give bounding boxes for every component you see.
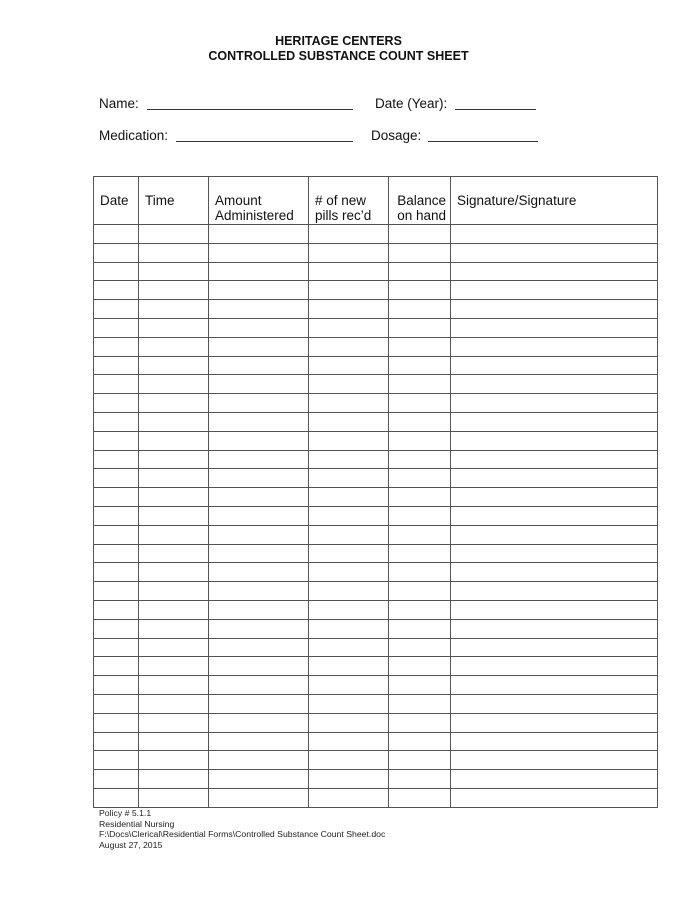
- cell-amount-administered[interactable]: [209, 713, 309, 732]
- cell-time[interactable]: [139, 619, 209, 638]
- cell-new-pills-received[interactable]: [309, 262, 389, 281]
- cell-amount-administered[interactable]: [209, 506, 309, 525]
- cell-time[interactable]: [139, 412, 209, 431]
- revision-date: August 27, 2015: [99, 839, 163, 850]
- cell-new-pills-received[interactable]: [309, 732, 389, 751]
- cell-time[interactable]: [139, 375, 209, 394]
- column-header-text: Administered: [215, 208, 294, 223]
- table-row: [94, 243, 658, 262]
- cell-date[interactable]: [94, 281, 139, 300]
- cell-signature[interactable]: [451, 337, 658, 356]
- table-row: [94, 676, 658, 695]
- cell-time[interactable]: [139, 225, 209, 244]
- cell-new-pills-received[interactable]: [309, 770, 389, 789]
- cell-new-pills-received[interactable]: [309, 638, 389, 657]
- cell-time[interactable]: [139, 525, 209, 544]
- cell-new-pills-received[interactable]: [309, 225, 389, 244]
- cell-time[interactable]: [139, 544, 209, 563]
- cell-date[interactable]: [94, 375, 139, 394]
- table-row: [94, 619, 658, 638]
- cell-time[interactable]: [139, 318, 209, 337]
- table-row: [94, 544, 658, 563]
- table-row: [94, 337, 658, 356]
- cell-balance-on-hand[interactable]: [389, 770, 451, 789]
- cell-date[interactable]: [94, 676, 139, 695]
- cell-date[interactable]: [94, 318, 139, 337]
- cell-signature[interactable]: [451, 563, 658, 582]
- table-row: [94, 713, 658, 732]
- cell-date[interactable]: [94, 262, 139, 281]
- column-header-text: Amount: [215, 193, 262, 208]
- table-row: [94, 375, 658, 394]
- cell-balance-on-hand[interactable]: [389, 657, 451, 676]
- cell-new-pills-received[interactable]: [309, 582, 389, 601]
- cell-balance-on-hand[interactable]: [389, 412, 451, 431]
- cell-signature[interactable]: [451, 450, 658, 469]
- cell-balance-on-hand[interactable]: [389, 506, 451, 525]
- file-path: F:\Docs\Clerical\Residential Forms\Controlled Substance Count Sheet.doc: [99, 829, 386, 839]
- cell-time[interactable]: [139, 488, 209, 507]
- cell-signature[interactable]: [451, 281, 658, 300]
- cell-balance-on-hand[interactable]: [389, 676, 451, 695]
- table-row: [94, 225, 658, 244]
- cell-date[interactable]: [94, 713, 139, 732]
- cell-signature[interactable]: [451, 713, 658, 732]
- cell-amount-administered[interactable]: [209, 469, 309, 488]
- cell-new-pills-received[interactable]: [309, 450, 389, 469]
- policy-number: Policy # 5.1.1: [99, 808, 152, 818]
- column-header-text: # of new: [315, 193, 367, 208]
- cell-time[interactable]: [139, 281, 209, 300]
- cell-date[interactable]: [94, 544, 139, 563]
- cell-time[interactable]: [139, 732, 209, 751]
- cell-date[interactable]: [94, 394, 139, 413]
- name-label: Name:: [99, 96, 139, 111]
- cell-date[interactable]: [94, 488, 139, 507]
- table-row: [94, 506, 658, 525]
- form-title: CONTROLLED SUBSTANCE COUNT SHEET: [208, 49, 469, 63]
- cell-new-pills-received[interactable]: [309, 600, 389, 619]
- cell-balance-on-hand[interactable]: [389, 488, 451, 507]
- cell-date[interactable]: [94, 243, 139, 262]
- table-row: [94, 300, 658, 319]
- cell-amount-administered[interactable]: [209, 262, 309, 281]
- cell-time[interactable]: [139, 431, 209, 450]
- cell-signature[interactable]: [451, 375, 658, 394]
- cell-time[interactable]: [139, 337, 209, 356]
- cell-time[interactable]: [139, 300, 209, 319]
- table-row: [94, 356, 658, 375]
- cell-balance-on-hand[interactable]: [389, 356, 451, 375]
- cell-time[interactable]: [139, 394, 209, 413]
- table-row: [94, 469, 658, 488]
- cell-balance-on-hand[interactable]: [389, 469, 451, 488]
- column-header-text: Balance: [397, 193, 446, 208]
- column-header-signature: [451, 177, 658, 225]
- cell-date[interactable]: [94, 582, 139, 601]
- cell-balance-on-hand[interactable]: [389, 318, 451, 337]
- cell-new-pills-received[interactable]: [309, 544, 389, 563]
- cell-balance-on-hand[interactable]: [389, 732, 451, 751]
- cell-time[interactable]: [139, 676, 209, 695]
- cell-amount-administered[interactable]: [209, 356, 309, 375]
- cell-new-pills-received[interactable]: [309, 713, 389, 732]
- cell-amount-administered[interactable]: [209, 225, 309, 244]
- cell-signature[interactable]: [451, 788, 658, 807]
- cell-amount-administered[interactable]: [209, 544, 309, 563]
- cell-amount-administered[interactable]: [209, 300, 309, 319]
- table-row: [94, 281, 658, 300]
- table-row: [94, 694, 658, 713]
- cell-new-pills-received[interactable]: [309, 300, 389, 319]
- cell-new-pills-received[interactable]: [309, 751, 389, 770]
- cell-date[interactable]: [94, 356, 139, 375]
- name-field[interactable]: [147, 109, 353, 110]
- cell-time[interactable]: [139, 751, 209, 770]
- cell-balance-on-hand[interactable]: [389, 788, 451, 807]
- cell-signature[interactable]: [451, 600, 658, 619]
- cell-date[interactable]: [94, 450, 139, 469]
- cell-signature[interactable]: [451, 469, 658, 488]
- column-header-date: [94, 177, 139, 225]
- cell-date[interactable]: [94, 412, 139, 431]
- table-row: [94, 488, 658, 507]
- cell-amount-administered[interactable]: [209, 694, 309, 713]
- cell-balance-on-hand[interactable]: [389, 638, 451, 657]
- cell-date[interactable]: [94, 225, 139, 244]
- cell-balance-on-hand[interactable]: [389, 544, 451, 563]
- cell-amount-administered[interactable]: [209, 525, 309, 544]
- column-header-text: on hand: [397, 208, 446, 223]
- cell-signature[interactable]: [451, 619, 658, 638]
- cell-date[interactable]: [94, 563, 139, 582]
- cell-date[interactable]: [94, 788, 139, 807]
- cell-signature[interactable]: [451, 488, 658, 507]
- cell-balance-on-hand[interactable]: [389, 225, 451, 244]
- table-row: [94, 525, 658, 544]
- cell-balance-on-hand[interactable]: [389, 394, 451, 413]
- column-header-text: Time: [145, 193, 175, 208]
- cell-signature[interactable]: [451, 676, 658, 695]
- cell-signature[interactable]: [451, 262, 658, 281]
- cell-signature[interactable]: [451, 431, 658, 450]
- cell-balance-on-hand[interactable]: [389, 713, 451, 732]
- cell-signature[interactable]: [451, 356, 658, 375]
- table-row: [94, 431, 658, 450]
- cell-amount-administered[interactable]: [209, 450, 309, 469]
- cell-amount-administered[interactable]: [209, 563, 309, 582]
- cell-balance-on-hand[interactable]: [389, 450, 451, 469]
- table-row: [94, 450, 658, 469]
- cell-date[interactable]: [94, 732, 139, 751]
- cell-balance-on-hand[interactable]: [389, 243, 451, 262]
- column-header-text: Signature/Signature: [457, 193, 577, 208]
- table-row: [94, 732, 658, 751]
- table-row: [94, 600, 658, 619]
- cell-balance-on-hand[interactable]: [389, 619, 451, 638]
- cell-amount-administered[interactable]: [209, 770, 309, 789]
- cell-new-pills-received[interactable]: [309, 563, 389, 582]
- cell-amount-administered[interactable]: [209, 732, 309, 751]
- cell-amount-administered[interactable]: [209, 638, 309, 657]
- cell-amount-administered[interactable]: [209, 751, 309, 770]
- table-row: [94, 638, 658, 657]
- table-row: [94, 657, 658, 676]
- cell-date[interactable]: [94, 506, 139, 525]
- cell-amount-administered[interactable]: [209, 337, 309, 356]
- cell-date[interactable]: [94, 469, 139, 488]
- cell-time[interactable]: [139, 770, 209, 789]
- cell-signature[interactable]: [451, 243, 658, 262]
- cell-balance-on-hand[interactable]: [389, 563, 451, 582]
- cell-date[interactable]: [94, 751, 139, 770]
- cell-time[interactable]: [139, 356, 209, 375]
- cell-signature[interactable]: [451, 506, 658, 525]
- cell-date[interactable]: [94, 300, 139, 319]
- dosage-field[interactable]: [428, 141, 538, 142]
- cell-amount-administered[interactable]: [209, 676, 309, 695]
- column-header-new-pills-received: [309, 177, 389, 225]
- cell-signature[interactable]: [451, 770, 658, 789]
- column-header-text: Date: [100, 193, 129, 208]
- cell-time[interactable]: [139, 788, 209, 807]
- cell-amount-administered[interactable]: [209, 788, 309, 807]
- cell-amount-administered[interactable]: [209, 600, 309, 619]
- cell-new-pills-received[interactable]: [309, 619, 389, 638]
- org-title: HERITAGE CENTERS: [275, 34, 402, 48]
- table-body: [94, 225, 658, 808]
- cell-date[interactable]: [94, 770, 139, 789]
- cell-new-pills-received[interactable]: [309, 375, 389, 394]
- medication-field[interactable]: [176, 141, 353, 142]
- cell-signature[interactable]: [451, 694, 658, 713]
- cell-date[interactable]: [94, 600, 139, 619]
- cell-time[interactable]: [139, 713, 209, 732]
- cell-balance-on-hand[interactable]: [389, 262, 451, 281]
- cell-new-pills-received[interactable]: [309, 525, 389, 544]
- dosage-label: Dosage:: [371, 128, 422, 143]
- cell-time[interactable]: [139, 563, 209, 582]
- cell-new-pills-received[interactable]: [309, 412, 389, 431]
- cell-amount-administered[interactable]: [209, 431, 309, 450]
- cell-time[interactable]: [139, 582, 209, 601]
- cell-balance-on-hand[interactable]: [389, 281, 451, 300]
- cell-signature[interactable]: [451, 544, 658, 563]
- cell-new-pills-received[interactable]: [309, 318, 389, 337]
- table-row: [94, 582, 658, 601]
- medication-label: Medication:: [99, 128, 169, 143]
- cell-amount-administered[interactable]: [209, 412, 309, 431]
- cell-new-pills-received[interactable]: [309, 337, 389, 356]
- cell-amount-administered[interactable]: [209, 488, 309, 507]
- cell-signature[interactable]: [451, 751, 658, 770]
- cell-balance-on-hand[interactable]: [389, 431, 451, 450]
- cell-amount-administered[interactable]: [209, 619, 309, 638]
- table-row: [94, 412, 658, 431]
- cell-amount-administered[interactable]: [209, 375, 309, 394]
- cell-new-pills-received[interactable]: [309, 506, 389, 525]
- cell-amount-administered[interactable]: [209, 657, 309, 676]
- department: Residential Nursing: [99, 818, 175, 829]
- column-header-balance-on-hand: [389, 177, 451, 225]
- cell-date[interactable]: [94, 657, 139, 676]
- cell-amount-administered[interactable]: [209, 281, 309, 300]
- cell-date[interactable]: [94, 431, 139, 450]
- cell-new-pills-received[interactable]: [309, 394, 389, 413]
- cell-new-pills-received[interactable]: [309, 676, 389, 695]
- table-row: [94, 394, 658, 413]
- table-row: [94, 318, 658, 337]
- table-row: [94, 262, 658, 281]
- cell-signature[interactable]: [451, 657, 658, 676]
- column-header-amount-administered: [209, 177, 309, 225]
- cell-signature[interactable]: [451, 582, 658, 601]
- cell-signature[interactable]: [451, 412, 658, 431]
- cell-time[interactable]: [139, 450, 209, 469]
- cell-balance-on-hand[interactable]: [389, 582, 451, 601]
- cell-signature[interactable]: [451, 318, 658, 337]
- table-row: [94, 751, 658, 770]
- cell-amount-administered[interactable]: [209, 394, 309, 413]
- date-year-label: Date (Year):: [375, 96, 448, 111]
- cell-date[interactable]: [94, 619, 139, 638]
- cell-balance-on-hand[interactable]: [389, 525, 451, 544]
- cell-date[interactable]: [94, 694, 139, 713]
- cell-date[interactable]: [94, 638, 139, 657]
- cell-new-pills-received[interactable]: [309, 657, 389, 676]
- cell-date[interactable]: [94, 525, 139, 544]
- cell-new-pills-received[interactable]: [309, 469, 389, 488]
- cell-signature[interactable]: [451, 394, 658, 413]
- cell-balance-on-hand[interactable]: [389, 694, 451, 713]
- cell-time[interactable]: [139, 243, 209, 262]
- cell-new-pills-received[interactable]: [309, 243, 389, 262]
- cell-new-pills-received[interactable]: [309, 488, 389, 507]
- cell-time[interactable]: [139, 657, 209, 676]
- cell-signature[interactable]: [451, 525, 658, 544]
- cell-signature[interactable]: [451, 638, 658, 657]
- cell-balance-on-hand[interactable]: [389, 375, 451, 394]
- cell-new-pills-received[interactable]: [309, 431, 389, 450]
- cell-balance-on-hand[interactable]: [389, 600, 451, 619]
- cell-time[interactable]: [139, 600, 209, 619]
- cell-time[interactable]: [139, 638, 209, 657]
- cell-signature[interactable]: [451, 732, 658, 751]
- table-row: [94, 788, 658, 807]
- cell-amount-administered[interactable]: [209, 318, 309, 337]
- cell-amount-administered[interactable]: [209, 243, 309, 262]
- cell-new-pills-received[interactable]: [309, 281, 389, 300]
- cell-balance-on-hand[interactable]: [389, 337, 451, 356]
- date-year-field[interactable]: [455, 109, 536, 110]
- cell-balance-on-hand[interactable]: [389, 751, 451, 770]
- cell-new-pills-received[interactable]: [309, 356, 389, 375]
- table-row: [94, 563, 658, 582]
- cell-signature[interactable]: [451, 225, 658, 244]
- cell-time[interactable]: [139, 262, 209, 281]
- cell-time[interactable]: [139, 469, 209, 488]
- table-header-row: [94, 177, 658, 225]
- cell-new-pills-received[interactable]: [309, 788, 389, 807]
- cell-balance-on-hand[interactable]: [389, 300, 451, 319]
- cell-signature[interactable]: [451, 300, 658, 319]
- column-header-text: pills rec’d: [315, 208, 372, 223]
- table-row: [94, 770, 658, 789]
- cell-date[interactable]: [94, 337, 139, 356]
- cell-time[interactable]: [139, 694, 209, 713]
- count-table: [93, 176, 658, 808]
- cell-time[interactable]: [139, 506, 209, 525]
- cell-new-pills-received[interactable]: [309, 694, 389, 713]
- column-header-time: [139, 177, 209, 225]
- document-footer: [99, 808, 385, 850]
- cell-amount-administered[interactable]: [209, 582, 309, 601]
